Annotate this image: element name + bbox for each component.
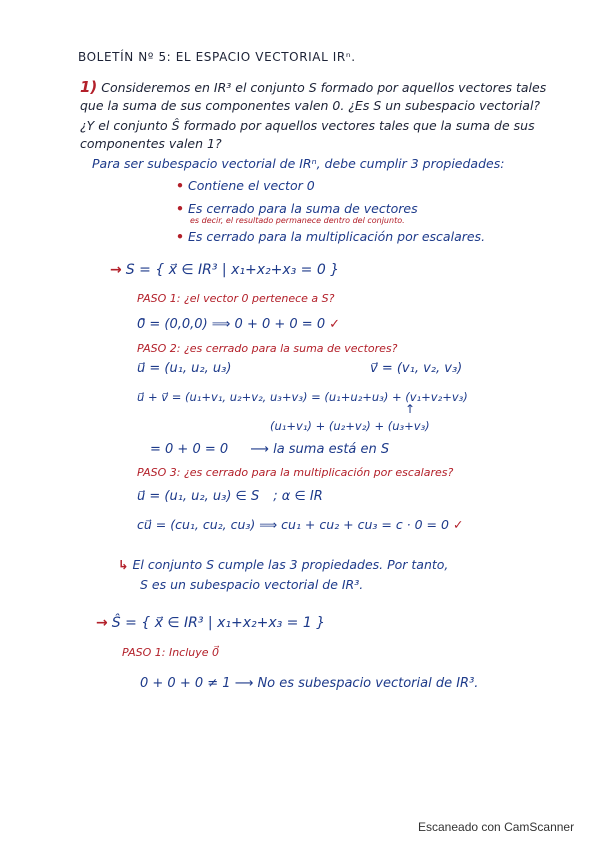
document-title: BOLETÍN Nº 5: EL ESPACIO VECTORIAL IRⁿ. <box>78 50 356 64</box>
check-icon: ✓ <box>452 517 464 532</box>
paso1-hat-heading: PASO 1: Incluye 0⃗ <box>122 646 220 659</box>
paso2-sum: u⃗ + v⃗ = (u₁+v₁, u₂+v₂, u₃+v₃) = (u₁+u₂+u₃) + (v₁+v₂+v₃) <box>137 390 468 404</box>
property-note: es decir, el resultado permanece dentro del conjunto. <box>190 216 405 225</box>
intro-text: Para ser subespacio vectorial de IRⁿ, debe cumplir 3 propiedades: <box>92 156 505 171</box>
up-arrow-icon: ↑ <box>405 402 416 416</box>
question-number: 1) <box>80 78 98 96</box>
paso3-line: cu⃗ = (cu₁, cu₂, cu₃) ⟹ cu₁ + cu₂ + cu₃ = c · 0 = 0 ✓ <box>137 517 464 532</box>
conclusion-line-2: S es un subespacio vectorial de IR³. <box>140 577 364 592</box>
paso1-heading: PASO 1: ¿el vector 0 pertenece a S? <box>137 292 335 305</box>
paso3-u: u⃗ = (u₁, u₂, u₃) ∈ S ; α ∈ IR <box>137 489 323 504</box>
paso1-hat-line: 0 + 0 + 0 ≠ 1 ⟶ No es subespacio vectorial de IR³. <box>140 676 479 691</box>
paso2-v: v⃗ = (v₁, v₂, v₃) <box>370 361 463 376</box>
question-line-1: 1) Consideremos en IR³ el conjunto S formado por aquellos vectores tales <box>80 78 547 96</box>
scanner-watermark: Escaneado con CamScanner <box>418 820 575 834</box>
paso2-heading: PASO 2: ¿es cerrado para la suma de vectores? <box>137 342 398 355</box>
paso1-line: 0⃗ = (0,0,0) ⟹ 0 + 0 + 0 = 0 ✓ <box>137 317 341 332</box>
set-s-hat-definition: → Ŝ = { x⃗ ∈ IR³ | x₁+x₂+x₃ = 1 } <box>96 615 326 631</box>
question-line-3: ¿Y el conjunto Ŝ formado por aquellos vectores tales que la suma de sus <box>80 118 535 133</box>
set-s-definition: → S = { x⃗ ∈ IR³ | x₁+x₂+x₃ = 0 } <box>110 262 340 278</box>
question-line-4: componentes valen 1? <box>80 136 222 151</box>
arrow-icon: → <box>110 262 122 278</box>
arrow-icon: ↳ <box>118 557 129 572</box>
paso2-u: u⃗ = (u₁, u₂, u₃) <box>137 361 232 376</box>
property-item: • Contiene el vector 0 <box>176 178 315 193</box>
paso2-result: = 0 + 0 = 0 ⟶ la suma está en S <box>150 442 390 457</box>
arrow-icon: ⟶ <box>250 442 269 457</box>
question-line-2: que la suma de sus componentes valen 0. ¿Es S un subespacio vectorial? <box>80 98 541 113</box>
bullet-icon: • <box>176 178 184 193</box>
paso2-regroup: (u₁+v₁) + (u₂+v₂) + (u₃+v₃) <box>270 419 430 433</box>
arrow-icon: → <box>96 615 108 631</box>
bullet-icon: • <box>176 201 184 216</box>
conclusion-line-1: ↳ El conjunto S cumple las 3 propiedades. Por tanto, <box>118 557 449 572</box>
bullet-icon: • <box>176 229 184 244</box>
property-item: • Es cerrado para la multiplicación por escalares. <box>176 229 486 244</box>
property-item: • Es cerrado para la suma de vectores <box>176 201 418 216</box>
check-icon: ✓ <box>329 317 341 332</box>
paso3-heading: PASO 3: ¿es cerrado para la multiplicación por escalares? <box>137 466 454 479</box>
